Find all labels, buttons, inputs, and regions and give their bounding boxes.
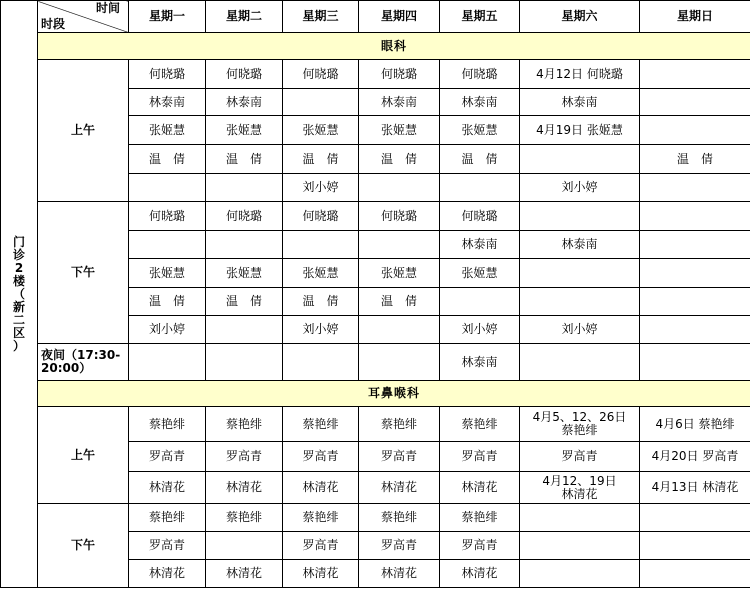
schedule-cell — [640, 560, 750, 588]
table-row — [1, 202, 750, 231]
schedule-cell-doctor: 蔡艳绯 — [561, 423, 598, 437]
schedule-cell — [520, 259, 640, 288]
schedule-cell: 何晓璐 — [440, 60, 520, 89]
schedule-cell-date: 4月12、19日 — [542, 473, 617, 488]
schedule-cell: 张姬慧 — [283, 259, 359, 288]
schedule-cell — [640, 116, 750, 145]
schedule-cell: 蔡艳绯 — [359, 504, 440, 532]
schedule-cell — [640, 89, 750, 116]
schedule-cell — [129, 231, 206, 259]
schedule-cell: 蔡艳绯 — [129, 504, 206, 532]
schedule-cell: 温 倩 — [359, 288, 440, 316]
schedule-cell: 何晓璐 — [129, 60, 206, 89]
schedule-cell: 4月13日 林清花 — [640, 472, 750, 504]
schedule-cell: 何晓璐 — [359, 202, 440, 231]
schedule-cell — [206, 174, 283, 202]
period-label: 夜间（17:30-20:00） — [38, 344, 129, 381]
schedule-cell: 林清花 — [359, 472, 440, 504]
table-row — [1, 407, 750, 442]
schedule-cell: 温 倩 — [129, 145, 206, 174]
schedule-cell: 林泰南 — [440, 89, 520, 116]
schedule-cell — [283, 344, 359, 381]
schedule-cell: 温 倩 — [440, 145, 520, 174]
location-char: 二 — [12, 312, 25, 327]
period-label: 下午 — [38, 202, 129, 344]
schedule-cell: 罗高青 — [283, 442, 359, 472]
schedule-cell: 林清花 — [359, 560, 440, 588]
schedule-cell: 林泰南 — [440, 231, 520, 259]
schedule-cell: 4月6日 蔡艳绯 — [640, 407, 750, 442]
schedule-cell: 蔡艳绯 — [359, 407, 440, 442]
schedule-cell: 刘小婷 — [520, 316, 640, 344]
schedule-cell — [640, 202, 750, 231]
schedule-cell — [129, 174, 206, 202]
schedule-cell — [440, 174, 520, 202]
schedule-cell — [640, 504, 750, 532]
schedule-cell — [359, 344, 440, 381]
schedule-cell — [640, 60, 750, 89]
schedule-cell: 张姬慧 — [206, 259, 283, 288]
location-char: 新 — [12, 299, 25, 314]
schedule-cell: 罗高青 — [440, 532, 520, 560]
schedule-cell-doctor: 林清花 — [561, 486, 598, 501]
schedule-cell: 罗高青 — [206, 442, 283, 472]
schedule-cell: 林泰南 — [359, 89, 440, 116]
schedule-cell — [640, 288, 750, 316]
schedule-cell — [520, 504, 640, 532]
day-header: 星期三 — [283, 1, 359, 33]
schedule-cell — [520, 202, 640, 231]
schedule-cell — [283, 89, 359, 116]
schedule-cell: 张姬慧 — [206, 116, 283, 145]
table-row — [1, 504, 750, 532]
schedule-cell: 张姬慧 — [440, 259, 520, 288]
schedule-cell: 刘小婷 — [283, 316, 359, 344]
corner-period-label: 时段 — [41, 17, 66, 31]
schedule-cell — [640, 344, 750, 381]
schedule-cell: 蔡艳绯 — [440, 407, 520, 442]
location-char: 2 — [14, 260, 24, 275]
schedule-cell: 温 倩 — [129, 288, 206, 316]
schedule-cell: 温 倩 — [640, 145, 750, 174]
schedule-cell: 4月12日 何晓璐 — [520, 60, 640, 89]
day-header: 星期六 — [520, 1, 640, 33]
schedule-cell — [640, 231, 750, 259]
day-header: 星期五 — [440, 1, 520, 33]
schedule-cell: 何晓璐 — [129, 202, 206, 231]
schedule-cell: 林清花 — [283, 472, 359, 504]
schedule-cell: 刘小婷 — [520, 174, 640, 202]
schedule-cell: 何晓璐 — [206, 202, 283, 231]
schedule-cell: 林清花 — [440, 560, 520, 588]
schedule-cell: 罗高青 — [520, 442, 640, 472]
day-header: 星期一 — [129, 1, 206, 33]
schedule-cell — [520, 472, 640, 504]
schedule-cell: 何晓璐 — [283, 60, 359, 89]
schedule-cell: 刘小婷 — [129, 316, 206, 344]
schedule-cell-date: 4月5、12、26日 — [532, 410, 627, 424]
location-char: 门 — [12, 234, 25, 249]
location-char: ） — [12, 338, 25, 353]
schedule-cell — [640, 259, 750, 288]
schedule-cell — [520, 288, 640, 316]
schedule-cell: 蔡艳绯 — [206, 407, 283, 442]
schedule-cell: 刘小婷 — [283, 174, 359, 202]
schedule-cell: 何晓璐 — [440, 202, 520, 231]
location-char: 区 — [12, 325, 25, 340]
corner-time-label: 时间 — [95, 1, 120, 15]
department-band — [1, 33, 750, 60]
schedule-cell — [206, 316, 283, 344]
schedule-cell: 林泰南 — [520, 231, 640, 259]
schedule-cell: 张姬慧 — [440, 116, 520, 145]
period-label: 上午 — [38, 407, 129, 504]
schedule-cell: 林清花 — [129, 472, 206, 504]
day-header: 星期日 — [640, 1, 750, 33]
table-row — [1, 60, 750, 89]
table-row — [1, 344, 750, 381]
location-char: 楼 — [12, 273, 25, 288]
schedule-cell — [520, 560, 640, 588]
schedule-cell — [283, 231, 359, 259]
header-row — [1, 1, 750, 33]
schedule-cell: 蔡艳绯 — [283, 407, 359, 442]
location-cell — [1, 1, 38, 588]
department-title: 耳鼻喉科 — [38, 381, 750, 407]
schedule-cell: 4月19日 张姬慧 — [520, 116, 640, 145]
schedule-cell: 温 倩 — [283, 288, 359, 316]
schedule-cell: 温 倩 — [206, 288, 283, 316]
schedule-cell — [520, 532, 640, 560]
location-char: 诊 — [12, 247, 25, 262]
schedule-cell: 林泰南 — [440, 344, 520, 381]
schedule-cell: 温 倩 — [283, 145, 359, 174]
department-band — [1, 381, 750, 407]
schedule-cell: 林清花 — [129, 560, 206, 588]
day-header: 星期四 — [359, 1, 440, 33]
schedule-cell: 何晓璐 — [206, 60, 283, 89]
schedule-cell: 温 倩 — [359, 145, 440, 174]
schedule-cell: 林清花 — [206, 472, 283, 504]
schedule-cell: 罗高青 — [129, 442, 206, 472]
header-corner — [38, 1, 129, 33]
schedule-cell — [359, 174, 440, 202]
schedule-cell: 罗高青 — [359, 442, 440, 472]
schedule-cell — [520, 145, 640, 174]
schedule-cell: 4月20日 罗高青 — [640, 442, 750, 472]
period-label: 上午 — [38, 60, 129, 202]
schedule-cell: 刘小婷 — [440, 316, 520, 344]
schedule-cell: 何晓璐 — [283, 202, 359, 231]
schedule-cell — [359, 231, 440, 259]
department-title: 眼科 — [38, 33, 750, 60]
period-label: 下午 — [38, 504, 129, 588]
day-header: 星期二 — [206, 1, 283, 33]
schedule-cell — [206, 231, 283, 259]
schedule-cell — [206, 532, 283, 560]
schedule-cell: 张姬慧 — [359, 116, 440, 145]
schedule-cell: 林清花 — [283, 560, 359, 588]
schedule-cell: 罗高青 — [129, 532, 206, 560]
schedule-cell — [359, 316, 440, 344]
schedule-cell: 林泰南 — [520, 89, 640, 116]
schedule-cell: 蔡艳绯 — [440, 504, 520, 532]
schedule-cell: 林清花 — [206, 560, 283, 588]
schedule-cell: 张姬慧 — [283, 116, 359, 145]
schedule-cell: 张姬慧 — [129, 116, 206, 145]
schedule-cell: 温 倩 — [206, 145, 283, 174]
schedule-cell — [129, 344, 206, 381]
schedule-cell — [520, 407, 640, 442]
location-char: （ — [12, 286, 25, 301]
schedule-cell: 蔡艳绯 — [283, 504, 359, 532]
schedule-cell: 何晓璐 — [359, 60, 440, 89]
schedule-cell: 张姬慧 — [359, 259, 440, 288]
schedule-cell: 蔡艳绯 — [129, 407, 206, 442]
schedule-cell: 罗高青 — [359, 532, 440, 560]
schedule-cell: 蔡艳绯 — [206, 504, 283, 532]
schedule-cell: 林泰南 — [206, 89, 283, 116]
schedule-cell — [520, 344, 640, 381]
schedule-cell — [640, 532, 750, 560]
schedule-cell: 罗高青 — [283, 532, 359, 560]
schedule-cell — [640, 316, 750, 344]
schedule-cell: 张姬慧 — [129, 259, 206, 288]
schedule-cell: 林清花 — [440, 472, 520, 504]
schedule-cell — [640, 174, 750, 202]
schedule-cell — [440, 288, 520, 316]
schedule-cell — [206, 344, 283, 381]
schedule-cell: 林泰南 — [129, 89, 206, 116]
schedule-cell: 罗高青 — [440, 442, 520, 472]
